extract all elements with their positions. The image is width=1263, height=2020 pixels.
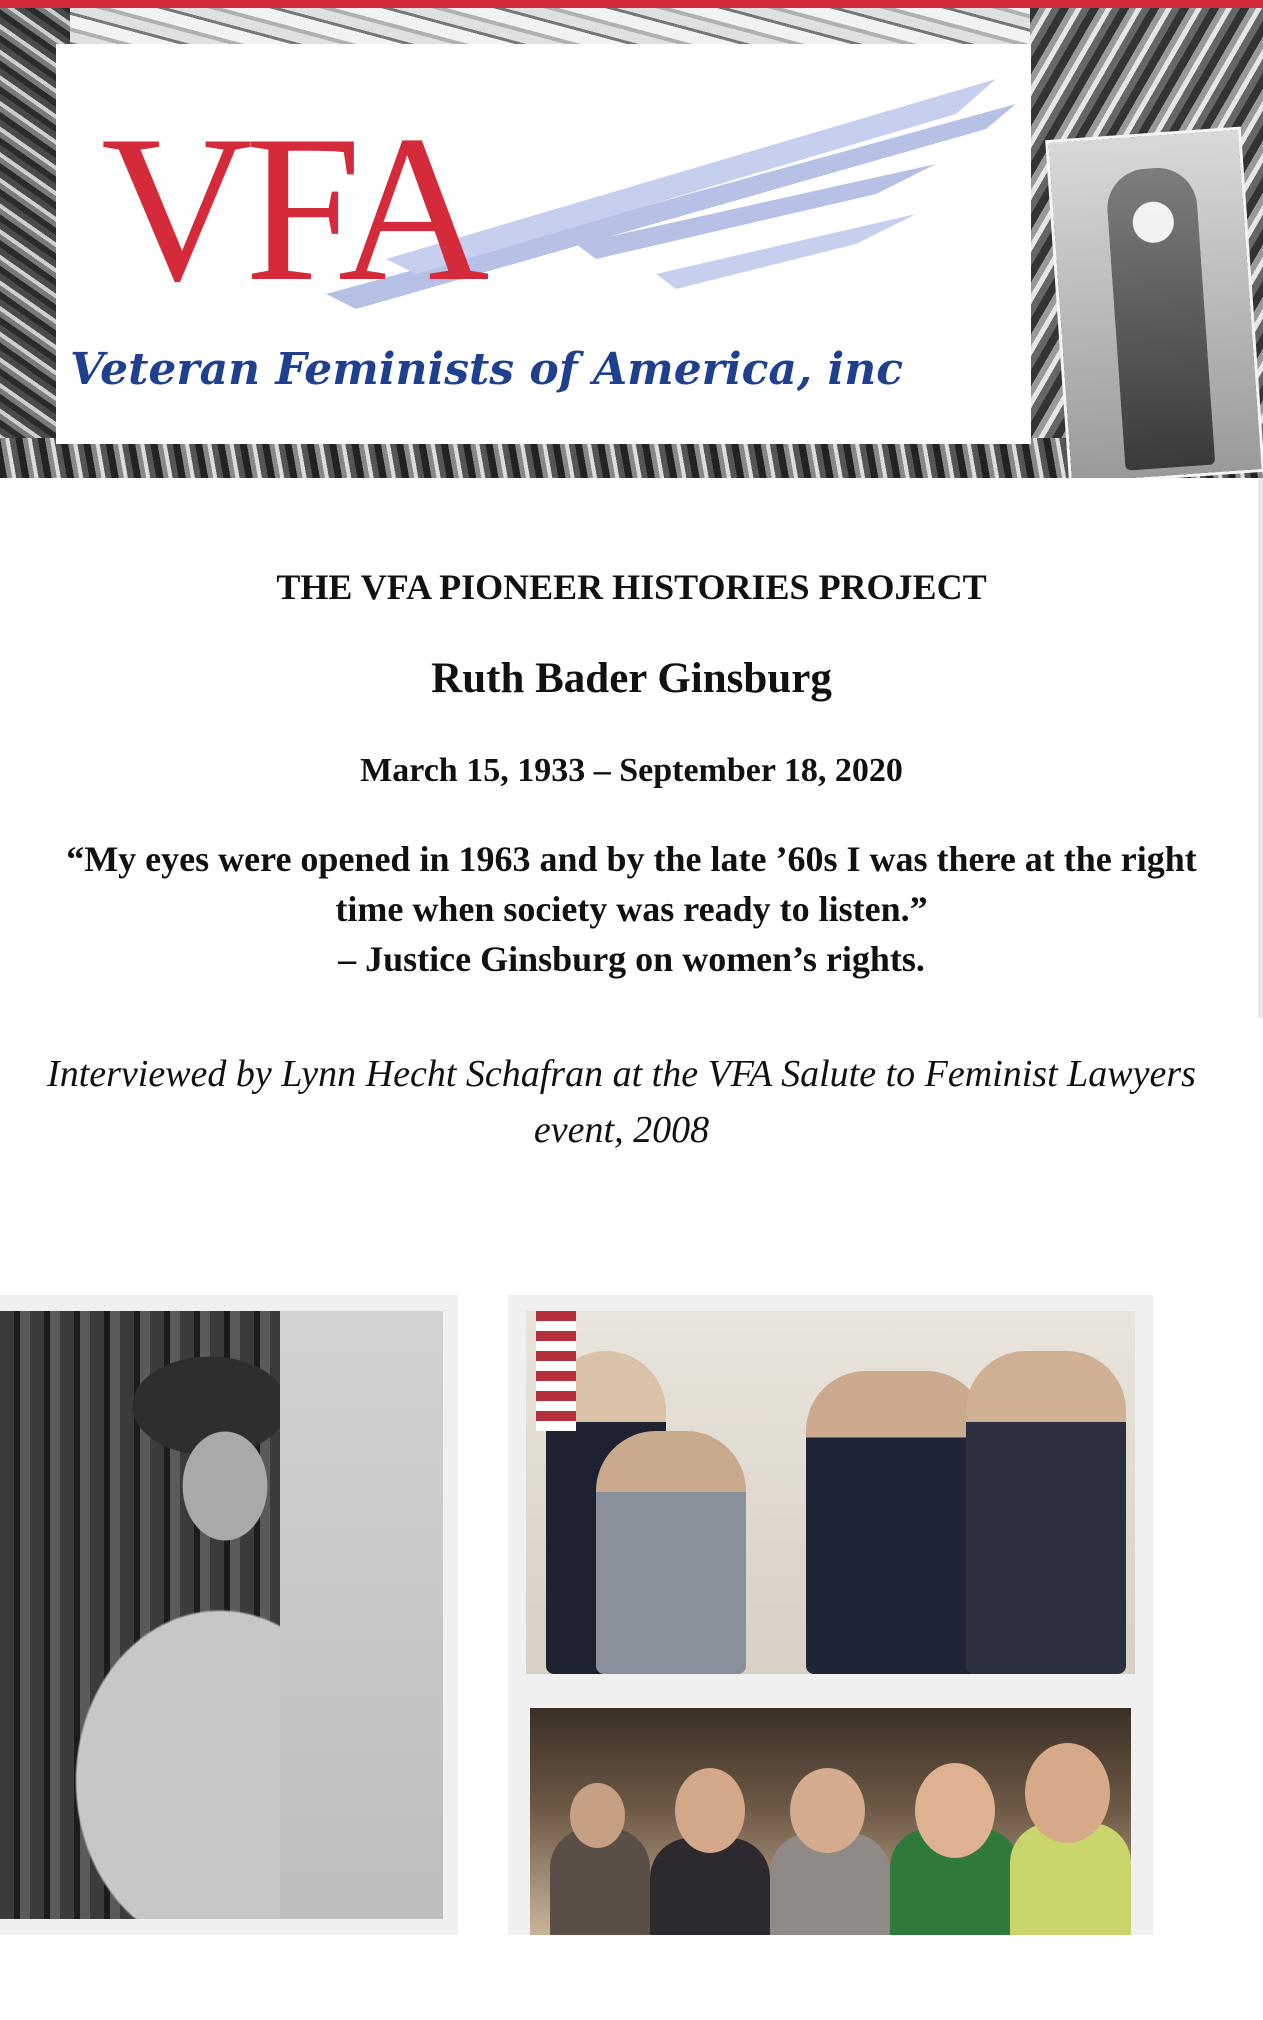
photo-figure (915, 1763, 995, 1858)
quote-attribution: – Justice Ginsburg on women’s rights. (338, 939, 925, 979)
quote-line: time when society was ready to listen.” (335, 889, 928, 929)
vfa-logo[interactable] (56, 44, 1031, 444)
interview-line: event, 2008 (533, 1109, 710, 1151)
quote-block (0, 834, 1263, 984)
swearing-in-photo[interactable] (526, 1311, 1135, 1674)
logo-subtitle: Veteran Feminists of America, inc (70, 344, 904, 395)
header-banner (0, 8, 1263, 478)
photo-figure (596, 1431, 746, 1674)
photo-figure (806, 1371, 986, 1674)
flag-graphic (536, 1311, 576, 1431)
logo-mark: VFA (101, 93, 482, 325)
photo-figure (675, 1768, 745, 1853)
photo-figure (790, 1768, 865, 1853)
top-accent-bar (0, 0, 1263, 8)
photo-figure (966, 1351, 1126, 1674)
group-photo[interactable] (530, 1708, 1131, 1935)
interview-line: Interviewed by Lynn Hecht Schafran at the VFA Salute to Feminist Lawyers (47, 1053, 1196, 1095)
portrait-photo-background (280, 1311, 443, 1919)
photo-figure (1025, 1743, 1110, 1843)
project-title: THE VFA PIONEER HISTORIES PROJECT (276, 567, 987, 607)
life-dates: March 15, 1933 – September 18, 2020 (360, 752, 903, 789)
interview-credit (0, 1046, 1253, 1158)
photo-figure (570, 1783, 625, 1848)
subject-name: Ruth Bader Ginsburg (431, 655, 832, 702)
quote-line: “My eyes were opened in 1963 and by the late ’60s I was there at the right (66, 839, 1197, 879)
